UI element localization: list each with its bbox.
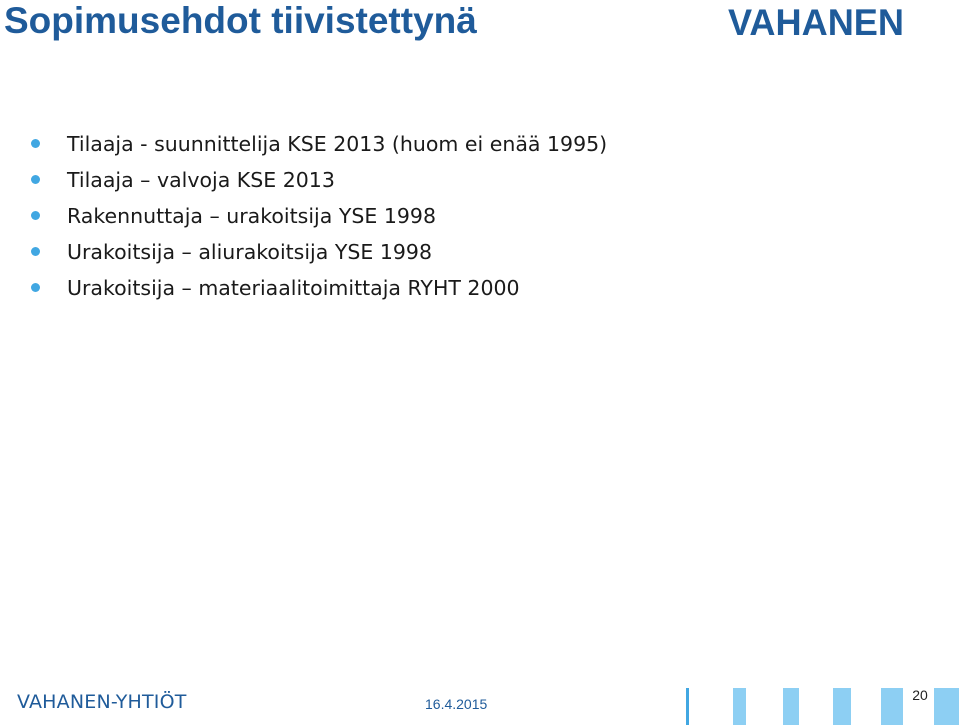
bullet-text: Tilaaja – valvoja KSE 2013 bbox=[67, 168, 335, 192]
footer-date: 16.4.2015 bbox=[425, 696, 488, 712]
bullet-icon bbox=[31, 247, 40, 256]
stripe bbox=[733, 688, 746, 725]
list-item bbox=[30, 234, 607, 270]
stripe bbox=[783, 688, 799, 725]
bullet-text: Rakennuttaja – urakoitsija YSE 1998 bbox=[67, 204, 436, 228]
page-number: 20 bbox=[912, 687, 928, 703]
logo-text: VAHANEN bbox=[728, 2, 904, 40]
bullet-text: Tilaaja - suunnittelija KSE 2013 (huom ei enää 1995) bbox=[67, 132, 608, 156]
stripe bbox=[833, 688, 851, 725]
stripe bbox=[934, 688, 959, 725]
list-item bbox=[30, 270, 607, 306]
list-item bbox=[30, 198, 607, 234]
bullet-text: Urakoitsija – materiaalitoimittaja RYHT 2000 bbox=[67, 276, 520, 300]
stripe bbox=[881, 688, 903, 725]
bullet-icon bbox=[31, 139, 40, 148]
vahanen-logo bbox=[728, 2, 908, 40]
footer-brand: VAHANEN-YHTIÖT bbox=[17, 691, 187, 713]
bullet-list bbox=[30, 126, 607, 306]
list-item bbox=[30, 162, 607, 198]
bullet-icon bbox=[31, 283, 40, 292]
bullet-text: Urakoitsija – aliurakoitsija YSE 1998 bbox=[67, 240, 433, 264]
slide-title: Sopimusehdot tiivistettynä bbox=[4, 0, 477, 41]
stripe-thin bbox=[686, 688, 689, 725]
bullet-icon bbox=[31, 175, 40, 184]
list-item bbox=[30, 126, 607, 162]
bullet-icon bbox=[31, 211, 40, 220]
